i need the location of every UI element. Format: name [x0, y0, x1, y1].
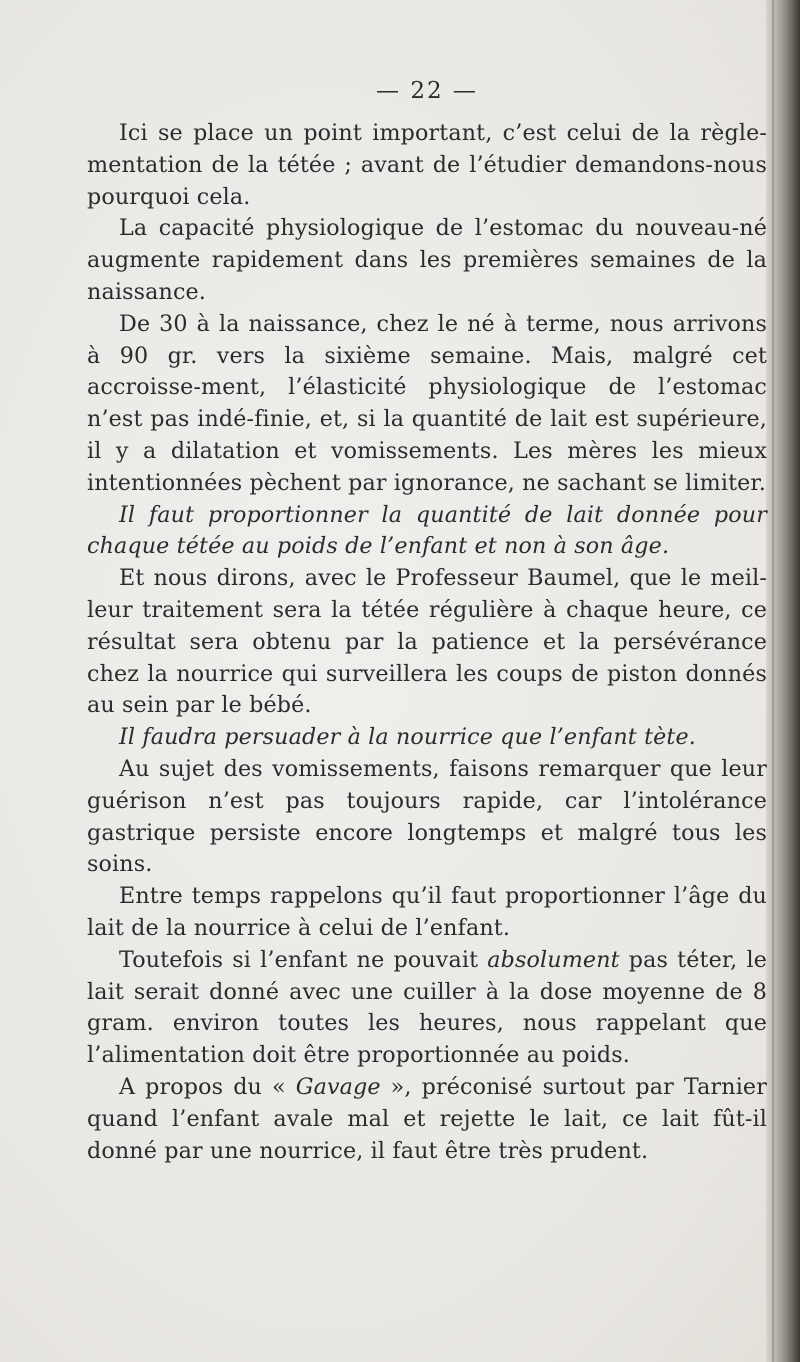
paragraph-9-start: Toutefois si l’enfant ne pouvait: [119, 946, 488, 973]
paragraph-10: [87, 1072, 767, 1167]
paragraph-9: [87, 945, 767, 1072]
paragraph-10-emphasis: Gavage: [295, 1073, 381, 1100]
book-spine-shadow: [766, 0, 800, 1362]
paragraph-4-italic-rule: Il faut proportionner la quantité de lait donnée pour chaque tétée au poids de l’enfant et non à son âge.: [87, 501, 767, 560]
page-number: — 22 —: [376, 78, 478, 104]
paragraph-3: De 30 à la naissance, chez le né à terme, nous arrivons à 90 gr. vers la sixième semaine. Mais, malgré cet accroisse-ment, l’élasticité physiologique de l’estomac n’est pas indé-finie, et, si la quantité de lait est supérieure, il y a dilatation et vomissements. Les mères les mieux intentionnées pèchent par ignorance, ne sachant se limiter.: [87, 310, 767, 496]
paragraph-9-emphasis: absolument: [487, 946, 620, 973]
paragraph-10-start: A propos du «: [119, 1073, 296, 1100]
paragraph-6-italic-rule: Il faudra persuader à la nourrice que l’enfant tète.: [119, 724, 696, 751]
paragraph-7: Au sujet des vomissements, faisons remarquer que leur guérison n’est pas toujours rapide, car l’intolérance gastrique persiste encore longtemps et malgré tous les soins.: [87, 755, 767, 878]
page-content: [87, 78, 767, 1167]
paragraph-5: Et nous dirons, avec le Professeur Baumel, que le meil-leur traitement sera la tétée régulière à chaque heure, ce résultat sera obtenu par la patience et la persévérance chez la nourrice qui surveillera les coups de piston donnés au sein par le bébé.: [87, 565, 767, 719]
paragraph-8: Entre temps rappelons qu’il faut proportionner l’âge du lait de la nourrice à celui de l’enfant.: [87, 883, 767, 941]
paragraph-10-end: », préconisé surtout par Tarnier quand l’enfant avale mal et rejette le lait, ce lait fût-il donné par une nourrice, il faut être très prudent.: [87, 1073, 767, 1164]
paragraph-1: Ici se place un point important, c’est celui de la règle-mentation de la tétée ; avant de l’étudier demandons-nous pourquoi cela.: [87, 120, 767, 210]
paragraph-2: La capacité physiologique de l’estomac du nouveau-né augmente rapidement dans les premières semaines de la naissance.: [87, 215, 767, 305]
paragraph-9-end: pas téter, le lait serait donné avec une cuiller à la dose moyenne de 8 gram. environ toutes les heures, nous rappelant que l’alimentation doit être proportionnée au poids.: [87, 946, 768, 1069]
